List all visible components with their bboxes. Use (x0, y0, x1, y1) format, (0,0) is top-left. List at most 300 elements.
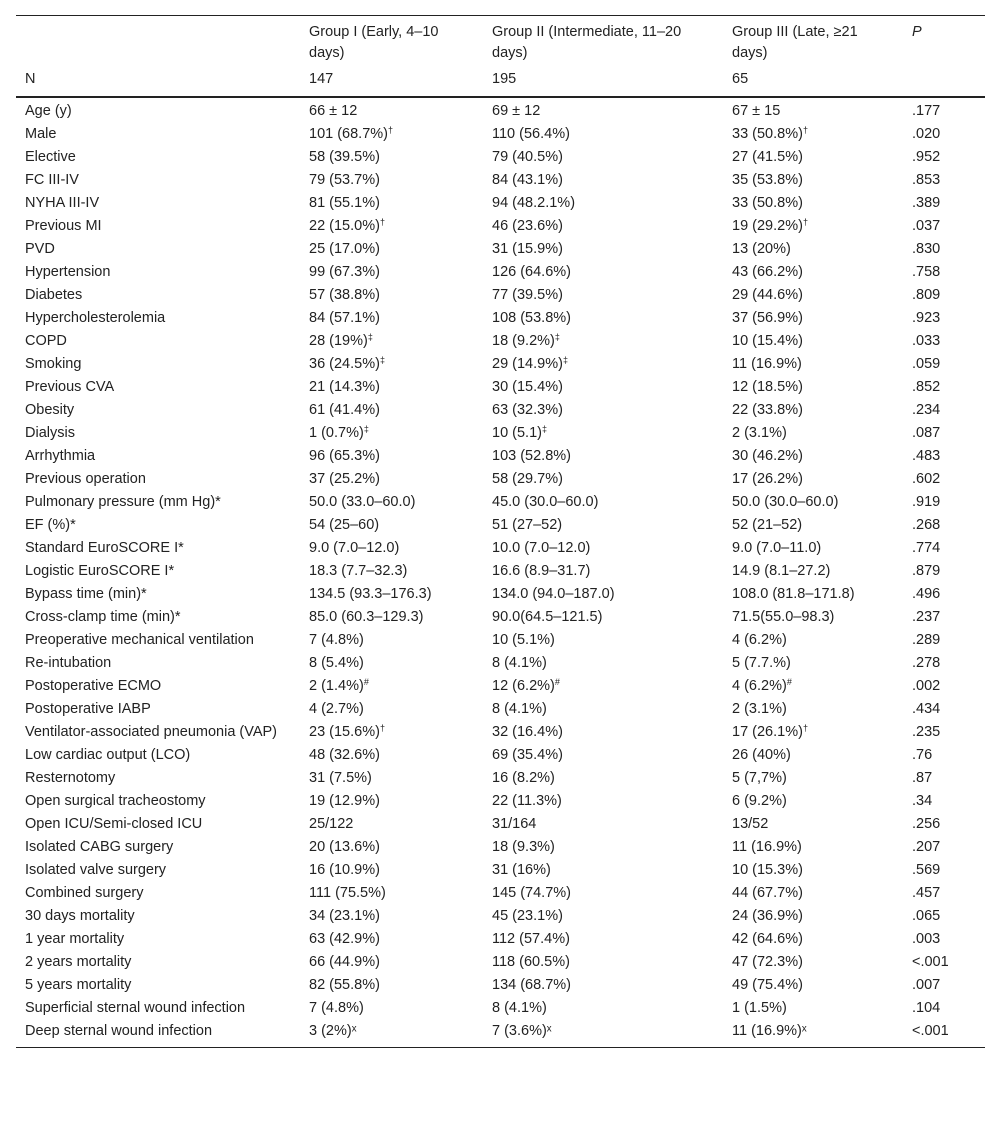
row-variable (16, 606, 300, 629)
cell-p-value (903, 445, 985, 468)
cell-group-3 (723, 744, 903, 767)
cell-p-value (903, 813, 985, 836)
cell-text: .923 (912, 310, 941, 326)
cell-group-3 (723, 307, 903, 330)
cell-group-2 (483, 583, 723, 606)
cell-group-2 (483, 445, 723, 468)
cell-text: 69 (35.4%) (492, 747, 563, 763)
cell-text: 25 (17.0%) (309, 241, 380, 257)
table-container (16, 15, 985, 1048)
row-variable (16, 514, 300, 537)
cell-text: 79 (40.5%) (492, 149, 563, 165)
cell-text: 103 (52.8%) (492, 448, 571, 464)
cell-p-value (903, 652, 985, 675)
cell-text: .76 (912, 747, 933, 763)
cell-group-3 (723, 514, 903, 537)
cell-text: 2 (1.4%) (309, 678, 364, 694)
table-row (16, 376, 985, 399)
row-variable (16, 468, 300, 491)
table-row (16, 882, 985, 905)
table-row (16, 146, 985, 169)
cell-group-1 (300, 537, 483, 560)
cell-group-3 (723, 261, 903, 284)
cell-text: 101 (68.7%) (309, 126, 388, 142)
cell-group-3 (723, 97, 903, 123)
cell-text: 36 (24.5%) (309, 356, 380, 372)
cell-text: NYHA III-IV (25, 195, 100, 211)
cell-group-3 (723, 905, 903, 928)
cell-group-2 (483, 790, 723, 813)
cell-text: 48 (32.6%) (309, 747, 380, 763)
cell-text: 24 (36.9%) (732, 908, 803, 924)
cell-group-1 (300, 514, 483, 537)
table-row (16, 859, 985, 882)
table-row (16, 744, 985, 767)
cell-text: 84 (57.1%) (309, 310, 380, 326)
table-row (16, 284, 985, 307)
cell-p-value (903, 721, 985, 744)
cell-group-1 (300, 445, 483, 468)
cell-text: .065 (912, 908, 941, 924)
cell-text: Hypercholesterolemia (25, 310, 166, 326)
cell-group-3 (723, 146, 903, 169)
table-row (16, 836, 985, 859)
cell-group-2 (483, 468, 723, 491)
table-row (16, 514, 985, 537)
footnote-mark: # (554, 677, 560, 687)
cell-group-2 (483, 882, 723, 905)
footnote-mark: † (388, 125, 394, 135)
cell-text: .602 (912, 471, 941, 487)
footnote-mark: ‡ (562, 355, 568, 365)
cell-group-1 (300, 652, 483, 675)
cell-text: .87 (912, 770, 933, 786)
footnote-mark: ‡ (379, 355, 385, 365)
cell-text: 33 (50.8%) (732, 195, 803, 211)
n-group-1: 147 (309, 71, 334, 87)
cell-text: 99 (67.3%) (309, 264, 380, 280)
n-group-2: 195 (492, 71, 517, 87)
cell-p-value (903, 790, 985, 813)
cell-text: 31 (16%) (492, 862, 551, 878)
cell-group-3 (723, 583, 903, 606)
cell-group-2 (483, 215, 723, 238)
cell-text: 112 (57.4%) (492, 931, 570, 947)
cell-p-value (903, 261, 985, 284)
cell-text: 31 (7.5%) (309, 770, 372, 786)
cell-group-3 (723, 169, 903, 192)
cell-text: 18 (9.2%) (492, 333, 555, 349)
header-group-1: Group I (Early, 4–10 days) (309, 24, 439, 61)
cell-p-value (903, 468, 985, 491)
cell-group-2 (483, 261, 723, 284)
cell-p-value (903, 123, 985, 146)
cell-group-3 (723, 652, 903, 675)
cell-p-value (903, 767, 985, 790)
cell-text: 8 (5.4%) (309, 655, 364, 671)
cell-group-1 (300, 675, 483, 698)
cell-p-value (903, 974, 985, 997)
cell-group-2 (483, 146, 723, 169)
table-row (16, 1020, 985, 1048)
cell-text: 37 (56.9%) (732, 310, 803, 326)
cell-group-3 (723, 928, 903, 951)
cell-text: 31 (15.9%) (492, 241, 563, 257)
cell-group-2 (483, 813, 723, 836)
cell-text: .389 (912, 195, 941, 211)
cell-text: 5 (7.7.%) (732, 655, 791, 671)
cell-text: 10.0 (7.0–12.0) (492, 540, 591, 556)
cell-text: .002 (912, 678, 941, 694)
header-row (16, 16, 985, 69)
cell-group-2 (483, 698, 723, 721)
cell-text: .003 (912, 931, 941, 947)
cell-text: 18 (9.3%) (492, 839, 555, 855)
table-row (16, 951, 985, 974)
cell-text: COPD (25, 333, 67, 349)
cell-text: 22 (15.0%) (309, 218, 380, 234)
cell-text: .758 (912, 264, 941, 280)
cell-group-1 (300, 721, 483, 744)
cell-text: .830 (912, 241, 941, 257)
cell-text: 20 (13.6%) (309, 839, 380, 855)
cell-text: Combined surgery (25, 885, 144, 901)
cell-text: 14.9 (8.1–27.2) (732, 563, 831, 579)
cell-text: 11 (16.9%) (732, 839, 802, 855)
cell-text: 134.5 (93.3–176.3) (309, 586, 432, 602)
cell-group-2 (483, 606, 723, 629)
cell-p-value (903, 192, 985, 215)
table-row (16, 698, 985, 721)
cell-group-1 (300, 698, 483, 721)
row-variable (16, 123, 300, 146)
cell-text: .809 (912, 287, 941, 303)
cell-text: Smoking (25, 356, 82, 372)
table-row (16, 905, 985, 928)
cell-p-value (903, 376, 985, 399)
cell-text: 10 (15.4%) (732, 333, 803, 349)
cell-text: FC III-IV (25, 172, 79, 188)
cell-text: 13/52 (732, 816, 769, 832)
cell-p-value (903, 629, 985, 652)
cell-text: 30 (46.2%) (732, 448, 803, 464)
table-row (16, 491, 985, 514)
cell-text: 51 (27–52) (492, 517, 563, 533)
cell-p-value (903, 537, 985, 560)
cell-text: 28 (19%) (309, 333, 368, 349)
cell-group-1 (300, 215, 483, 238)
cell-text: 4 (6.2%) (732, 632, 787, 648)
cell-group-2 (483, 859, 723, 882)
row-variable (16, 951, 300, 974)
table-row (16, 537, 985, 560)
cell-text: 96 (65.3%) (309, 448, 380, 464)
cell-text: 35 (53.8%) (732, 172, 803, 188)
row-variable (16, 928, 300, 951)
table-row (16, 123, 985, 146)
row-variable (16, 215, 300, 238)
cell-text: 11 (16.9%) (732, 356, 802, 372)
cell-group-1 (300, 261, 483, 284)
cell-group-1 (300, 951, 483, 974)
cell-text: 10 (5.1) (492, 425, 542, 441)
cell-group-2 (483, 514, 723, 537)
cell-p-value (903, 836, 985, 859)
cell-group-1 (300, 790, 483, 813)
cell-group-3 (723, 675, 903, 698)
cell-text: 7 (4.8%) (309, 632, 364, 648)
cell-group-1 (300, 744, 483, 767)
cell-text: 66 ± 12 (309, 103, 358, 119)
cell-text: 77 (39.5%) (492, 287, 563, 303)
cell-p-value (903, 422, 985, 445)
cell-text: 45.0 (30.0–60.0) (492, 494, 599, 510)
cell-group-1 (300, 905, 483, 928)
cell-group-3 (723, 790, 903, 813)
cell-text: 108.0 (81.8–171.8) (732, 586, 855, 602)
cell-text: .104 (912, 1000, 941, 1016)
cell-text: .483 (912, 448, 941, 464)
cell-text: 30 (15.4%) (492, 379, 563, 395)
cell-text: 110 (56.4%) (492, 126, 570, 142)
cell-text: 17 (26.2%) (732, 471, 803, 487)
cell-text: Standard EuroSCORE I* (25, 540, 184, 556)
footnote-mark: † (379, 217, 385, 227)
cell-group-1 (300, 813, 483, 836)
cell-text: Cross-clamp time (min)* (25, 609, 181, 625)
cell-text: Dialysis (25, 425, 75, 441)
table-row (16, 629, 985, 652)
cell-text: 19 (29.2%) (732, 218, 803, 234)
table-row (16, 238, 985, 261)
cell-group-2 (483, 721, 723, 744)
cell-text: Previous CVA (25, 379, 115, 395)
header-p-value: P (912, 24, 922, 40)
row-variable (16, 583, 300, 606)
header-group-2: Group II (Intermediate, 11–20 days) (492, 24, 682, 61)
cell-p-value (903, 353, 985, 376)
cell-text: .774 (912, 540, 941, 556)
cell-text: 26 (40%) (732, 747, 791, 763)
table-header (16, 16, 985, 98)
cell-group-2 (483, 537, 723, 560)
cell-text: 9.0 (7.0–12.0) (309, 540, 400, 556)
row-variable (16, 905, 300, 928)
cell-group-3 (723, 192, 903, 215)
cell-p-value (903, 330, 985, 353)
row-variable (16, 721, 300, 744)
cell-group-1 (300, 606, 483, 629)
cell-group-1 (300, 192, 483, 215)
cell-group-1 (300, 882, 483, 905)
cell-group-2 (483, 744, 723, 767)
cell-group-3 (723, 1020, 903, 1048)
cell-text: .919 (912, 494, 941, 510)
cell-text: .434 (912, 701, 941, 717)
cell-p-value (903, 905, 985, 928)
row-variable (16, 1020, 300, 1048)
cell-text: .34 (912, 793, 933, 809)
cell-text: 44 (67.7%) (732, 885, 803, 901)
footnote-mark: † (379, 723, 385, 733)
cell-text: 23 (15.6%) (309, 724, 380, 740)
cell-group-3 (723, 606, 903, 629)
cell-text: 4 (6.2%) (732, 678, 787, 694)
cell-text: .852 (912, 379, 941, 395)
cell-text: 10 (5.1%) (492, 632, 555, 648)
cell-text: 126 (64.6%) (492, 264, 571, 280)
cell-text: 82 (55.8%) (309, 977, 380, 993)
row-variable (16, 376, 300, 399)
cell-text: 2 years mortality (25, 954, 132, 970)
cell-text: 12 (18.5%) (732, 379, 803, 395)
n-p-value (903, 68, 985, 97)
cell-text: 79 (53.7%) (309, 172, 380, 188)
cell-text: 5 years mortality (25, 977, 132, 993)
table-row (16, 422, 985, 445)
row-variable (16, 353, 300, 376)
cell-group-1 (300, 97, 483, 123)
row-variable (16, 399, 300, 422)
cell-text: 52 (21–52) (732, 517, 803, 533)
cell-group-2 (483, 491, 723, 514)
cell-p-value (903, 215, 985, 238)
cell-group-1 (300, 307, 483, 330)
row-variable (16, 859, 300, 882)
cell-group-2 (483, 353, 723, 376)
cell-group-1 (300, 491, 483, 514)
cell-group-3 (723, 537, 903, 560)
cell-text: Postoperative ECMO (25, 678, 162, 694)
cell-text: Deep sternal wound infection (25, 1023, 213, 1039)
table-row (16, 997, 985, 1020)
cell-group-2 (483, 330, 723, 353)
cell-group-1 (300, 974, 483, 997)
cell-group-1 (300, 560, 483, 583)
cell-text: Re-intubation (25, 655, 112, 671)
cell-text: 118 (60.5%) (492, 954, 570, 970)
cell-text: EF (%)* (25, 517, 76, 533)
cell-text: 2 (3.1%) (732, 425, 787, 441)
row-variable (16, 813, 300, 836)
table-row (16, 767, 985, 790)
cell-text: 8 (4.1%) (492, 701, 547, 717)
cell-group-2 (483, 974, 723, 997)
cell-text: 22 (33.8%) (732, 402, 803, 418)
cell-text: .569 (912, 862, 941, 878)
cell-text: Diabetes (25, 287, 83, 303)
table-row (16, 97, 985, 123)
cell-text: 69 ± 12 (492, 103, 541, 119)
cell-group-3 (723, 951, 903, 974)
cell-group-3 (723, 836, 903, 859)
cell-group-2 (483, 928, 723, 951)
cell-text: 43 (66.2%) (732, 264, 803, 280)
cell-text: Postoperative IABP (25, 701, 151, 717)
row-variable (16, 675, 300, 698)
row-variable (16, 146, 300, 169)
cell-text: 57 (38.8%) (309, 287, 380, 303)
footnote-mark: ‡ (554, 332, 560, 342)
cell-text: 7 (3.6%)ˣ (492, 1023, 552, 1039)
cell-text: 8 (4.1%) (492, 1000, 547, 1016)
cell-text: Previous MI (25, 218, 102, 234)
cell-text: 33 (50.8%) (732, 126, 803, 142)
cell-text: Isolated CABG surgery (25, 839, 174, 855)
cell-text: 67 ± 15 (732, 103, 781, 119)
cell-group-2 (483, 997, 723, 1020)
header-group-3: Group III (Late, ≥21 days) (732, 24, 858, 61)
cell-p-value (903, 169, 985, 192)
cell-group-2 (483, 376, 723, 399)
cell-text: 108 (53.8%) (492, 310, 571, 326)
table-row (16, 790, 985, 813)
cell-text: Male (25, 126, 57, 142)
table-row (16, 606, 985, 629)
cell-group-3 (723, 560, 903, 583)
cell-text: .177 (912, 103, 941, 119)
cell-group-2 (483, 284, 723, 307)
cell-text: 19 (12.9%) (309, 793, 380, 809)
cell-group-3 (723, 123, 903, 146)
cell-p-value (903, 606, 985, 629)
cell-group-3 (723, 721, 903, 744)
table-body (16, 97, 985, 1048)
cell-text: Elective (25, 149, 76, 165)
cell-p-value (903, 560, 985, 583)
cell-text: 17 (26.1%) (732, 724, 803, 740)
n-group-3: 65 (732, 71, 749, 87)
cell-text: Isolated valve surgery (25, 862, 167, 878)
cell-text: 31/164 (492, 816, 537, 832)
cell-text: 134 (68.7%) (492, 977, 571, 993)
row-variable (16, 997, 300, 1020)
cell-text: 81 (55.1%) (309, 195, 380, 211)
cell-text: 11 (16.9%)ˣ (732, 1023, 807, 1039)
cell-text: 16.6 (8.9–31.7) (492, 563, 591, 579)
cell-text: 12 (6.2%) (492, 678, 555, 694)
cell-text: 13 (20%) (732, 241, 791, 257)
cell-p-value (903, 1020, 985, 1048)
cell-text: PVD (25, 241, 55, 257)
cell-group-1 (300, 146, 483, 169)
cell-group-2 (483, 836, 723, 859)
row-variable (16, 767, 300, 790)
cell-text: .020 (912, 126, 941, 142)
cell-p-value (903, 951, 985, 974)
cell-text: 29 (14.9%) (492, 356, 563, 372)
header-variable (16, 16, 300, 69)
cell-text: 58 (29.7%) (492, 471, 563, 487)
cell-text: Arrhythmia (25, 448, 96, 464)
cell-group-1 (300, 422, 483, 445)
cell-text: 22 (11.3%) (492, 793, 562, 809)
footnote-mark: † (802, 125, 808, 135)
cell-group-2 (483, 307, 723, 330)
cell-p-value (903, 882, 985, 905)
row-variable (16, 537, 300, 560)
cell-group-2 (483, 192, 723, 215)
table-row (16, 583, 985, 606)
table-row (16, 445, 985, 468)
cell-text: Age (y) (25, 103, 72, 119)
table-row (16, 192, 985, 215)
n-row (16, 68, 985, 97)
cell-group-1 (300, 468, 483, 491)
cell-text: 6 (9.2%) (732, 793, 787, 809)
cell-text: .289 (912, 632, 941, 648)
cell-group-2 (483, 951, 723, 974)
